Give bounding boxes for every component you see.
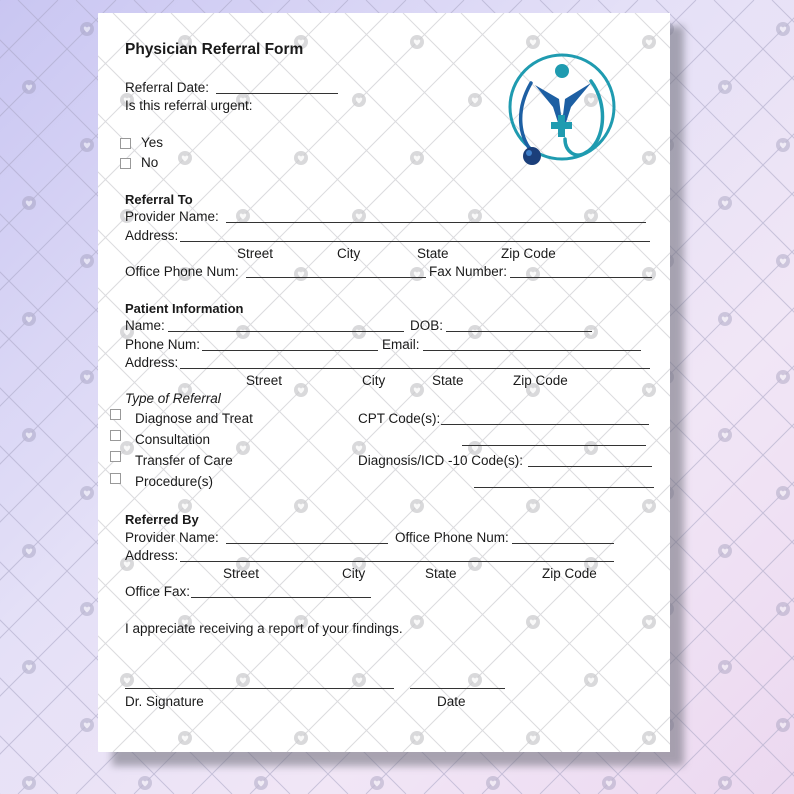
- referred-by-zip-caption: Zip Code: [542, 566, 597, 581]
- procedures-label: Procedure(s): [135, 474, 214, 489]
- referred-by-street-caption: Street: [223, 566, 260, 581]
- referral-date-field[interactable]: [216, 93, 338, 94]
- referral-to-fax-field[interactable]: [510, 277, 652, 278]
- referral-to-provider-label: Provider Name:: [125, 209, 219, 224]
- patient-dob-field[interactable]: [446, 331, 592, 332]
- patient-address-label: Address:: [125, 355, 179, 370]
- logo-chestpiece-highlight: [526, 150, 532, 156]
- pattern-line: [635, 13, 670, 752]
- diagnose-treat-label: Diagnose and Treat: [135, 411, 253, 426]
- patient-dob-label: DOB:: [410, 318, 444, 333]
- pattern-line: [98, 13, 388, 752]
- referral-form-sheet: [98, 13, 670, 752]
- referral-to-fax-label: Fax Number:: [429, 264, 508, 279]
- logo-cross-horizontal: [551, 122, 572, 129]
- consultation-checkbox[interactable]: [110, 430, 121, 441]
- referral-to-state-caption: State: [417, 246, 449, 261]
- pattern-line: [714, 0, 794, 794]
- referred-by-provider-field[interactable]: [226, 543, 388, 544]
- patient-zip-caption: Zip Code: [513, 373, 568, 388]
- referral-to-street-caption: Street: [237, 246, 274, 261]
- referred-by-address-field[interactable]: [180, 561, 614, 562]
- patient-street-caption: Street: [246, 373, 283, 388]
- date-field[interactable]: [410, 688, 505, 689]
- referral-to-zip-caption: Zip Code: [501, 246, 556, 261]
- stethoscope-medical-cross-logo: [505, 53, 625, 177]
- referral-to-address-field[interactable]: [180, 241, 650, 242]
- form-title: Physician Referral Form: [125, 41, 304, 58]
- referral-to-city-caption: City: [337, 246, 361, 261]
- pattern-line: [98, 13, 388, 752]
- referral-to-phone-label: Office Phone Num:: [125, 264, 239, 279]
- consultation-label: Consultation: [135, 432, 211, 447]
- logo-figure-head: [555, 64, 569, 78]
- referral-date-label: Referral Date:: [125, 80, 210, 95]
- referred-by-heading: Referred By: [125, 512, 199, 527]
- diagnose-treat-checkbox[interactable]: [110, 409, 121, 420]
- patient-state-caption: State: [432, 373, 464, 388]
- pattern-line: [98, 13, 562, 752]
- referred-by-provider-label: Provider Name:: [125, 530, 219, 545]
- cpt-codes-field[interactable]: [441, 424, 649, 425]
- report-note: I appreciate receiving a report of your findings.: [125, 621, 403, 636]
- pattern-line: [98, 13, 214, 752]
- urgent-yes-checkbox[interactable]: [120, 138, 131, 149]
- date-label: Date: [437, 694, 466, 709]
- signature-field[interactable]: [125, 688, 394, 689]
- pattern-line: [98, 13, 214, 752]
- pattern-line: [98, 13, 330, 752]
- pattern-line: [635, 13, 670, 752]
- patient-info-heading: Patient Information: [125, 301, 244, 316]
- transfer-of-care-label: Transfer of Care: [135, 453, 233, 468]
- patient-phone-field[interactable]: [202, 350, 378, 351]
- cpt-codes-field-line2[interactable]: [462, 445, 646, 446]
- procedures-checkbox[interactable]: [110, 473, 121, 484]
- patient-city-caption: City: [362, 373, 386, 388]
- referred-by-phone-field[interactable]: [512, 543, 614, 544]
- patient-name-field[interactable]: [168, 331, 404, 332]
- urgent-yes-label: Yes: [141, 135, 164, 150]
- icd-codes-field[interactable]: [528, 466, 652, 467]
- icd-codes-field-line2[interactable]: [474, 487, 654, 488]
- cpt-codes-label: CPT Code(s):: [358, 411, 441, 426]
- urgent-no-label: No: [141, 155, 159, 170]
- icd-codes-label: Diagnosis/ICD -10 Code(s):: [358, 453, 524, 468]
- referral-to-address-label: Address:: [125, 228, 179, 243]
- referral-to-heading: Referral To: [125, 192, 193, 207]
- transfer-of-care-checkbox[interactable]: [110, 451, 121, 462]
- logo-stethoscope-tube-right: [565, 81, 602, 155]
- referred-by-address-label: Address:: [125, 548, 179, 563]
- referred-by-state-caption: State: [425, 566, 457, 581]
- patient-name-label: Name:: [125, 318, 165, 333]
- referred-by-fax-label: Office Fax:: [125, 584, 191, 599]
- patient-email-label: Email:: [382, 337, 420, 352]
- urgent-no-checkbox[interactable]: [120, 158, 131, 169]
- pattern-line: [98, 13, 562, 752]
- referred-by-phone-label: Office Phone Num:: [395, 530, 509, 545]
- patient-email-field[interactable]: [423, 350, 641, 351]
- referral-to-provider-field[interactable]: [226, 222, 646, 223]
- signature-label: Dr. Signature: [125, 694, 204, 709]
- referred-by-city-caption: City: [342, 566, 366, 581]
- referral-type-heading: Type of Referral: [125, 391, 221, 406]
- referred-by-fax-field[interactable]: [191, 597, 371, 598]
- pattern-line: [714, 0, 794, 794]
- patient-phone-label: Phone Num:: [125, 337, 201, 352]
- urgent-question: Is this referral urgent:: [125, 98, 253, 113]
- patient-address-field[interactable]: [180, 368, 650, 369]
- referral-to-phone-field[interactable]: [246, 277, 426, 278]
- logo-chestpiece: [523, 147, 541, 165]
- pattern-line: [98, 13, 330, 752]
